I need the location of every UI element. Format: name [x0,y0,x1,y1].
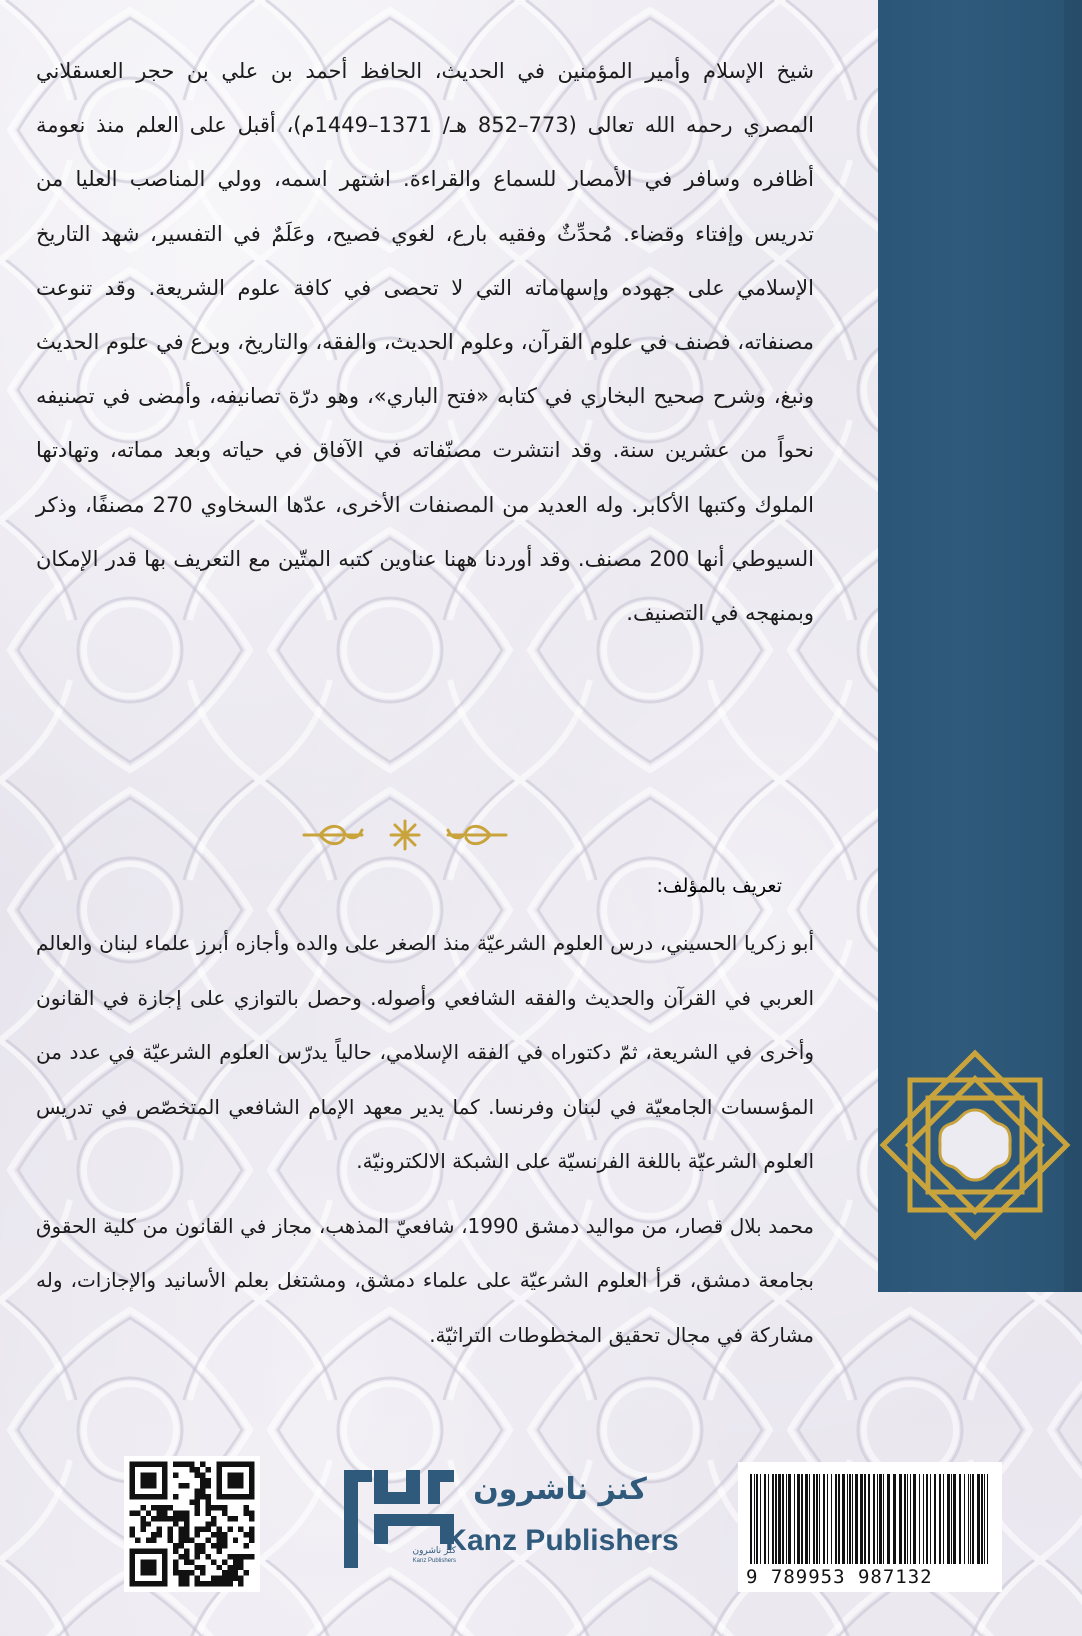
book-description: شيخ الإسلام وأمير المؤمنين في الحديث، الحافظ أحمد بن علي بن حجر العسقلاني المصري رحمه الله تعالى (773–852 هـ/ 1371–1449م)، أقبل على العلم منذ نعومة أظافره وسافر في الأمصار للسماع والقراءة. اشتهر اسمه، وولي المناصب العليا من تدريس وإفتاء وقضاء. مُحدِّثٌ وفقيه بارع، لغوي فصيح، وعَلَمٌ في التفسير، شهد التاريخ الإسلامي على جهوده وإسهاماته التي لا تحصى في كافة علوم الشريعة. وقد تنوعت مصنفاته، فصنف في علوم القرآن، وعلوم الحديث، والفقه، والتاريخ، وبرع في علوم الحديث ونبغ، وشرح صحيح البخاري في كتابه «فتح الباري»، وهو درّة تصانيفه، وأمضى في تصنيفه نحواً من عشرين سنة. وقد انتشرت مصنّفاته في الآفاق في حياته وبعد مماته، وتهادتها الملوك وكتبها الأكابر. وله العديد من المصنفات الأخرى، عدّها السخاوي 270 مصنفًا، وذكر السيوطي أنها 200 مصنف. وقد أوردنا ههنا عناوين كتبه المتّين مع التعريف بها قدر الإمكان وبمنهجه في التصنيف. [36,59,814,626]
publisher-name-arabic: كنز ناشرون [473,1472,647,1507]
logo-subtitle-english: Kanz Publishers [412,1558,456,1564]
geometric-star-medallion-icon [870,1040,1080,1250]
barcode-bars-icon [748,1474,992,1564]
qr-code-icon [124,1456,260,1592]
logo-subtitle-arabic: كنز ناشرون [412,1546,456,1556]
about-authors-heading: تعريف بالمؤلف: [656,875,782,897]
about-authors-section [36,916,814,1362]
author-bio-muhammad-bilal: محمد بلال قصار، من مواليد دمشق 1990، شافعيّ المذهب، مجاز في القانون من كلية الحقوق بجامعة دمشق، قرأ العلوم الشرعيّة على علماء دمشق، ومشتغل بعلم الأسانيد والإجازات، وله مشاركة في مجال تحقيق المخطوطات التراثيّة. [36,1213,814,1347]
gold-divider-ornament-icon [300,818,510,852]
author-bio-abu-zakariya: أبو زكريا الحسيني، درس العلوم الشرعيّة منذ الصغر على والده وأجازه أبرز علماء لبنان والعالم العربي في القرآن والحديث والفقه الشافعي وأصوله. وحصل بالتوازي على إجازة في القانون وأخرى في الشريعة، ثمّ دكتوراه في الفقه الإسلامي، حالياً يدرّس العلوم الشرعيّة في عدد من المؤسسات الجامعيّة في لبنان وفرنسا. كما يدير معهد الإمام الشافعي المتخصّص في تدريس العلوم الشرعيّة باللغة الفرنسيّة على الشبكة الالكترونيّة. [36,931,814,1173]
isbn-barcode [738,1462,1002,1592]
isbn-number: 9 789953 987132 [746,1566,933,1588]
publisher-logo [344,1462,679,1582]
publisher-name-english: Kanz Publishers [445,1524,679,1557]
